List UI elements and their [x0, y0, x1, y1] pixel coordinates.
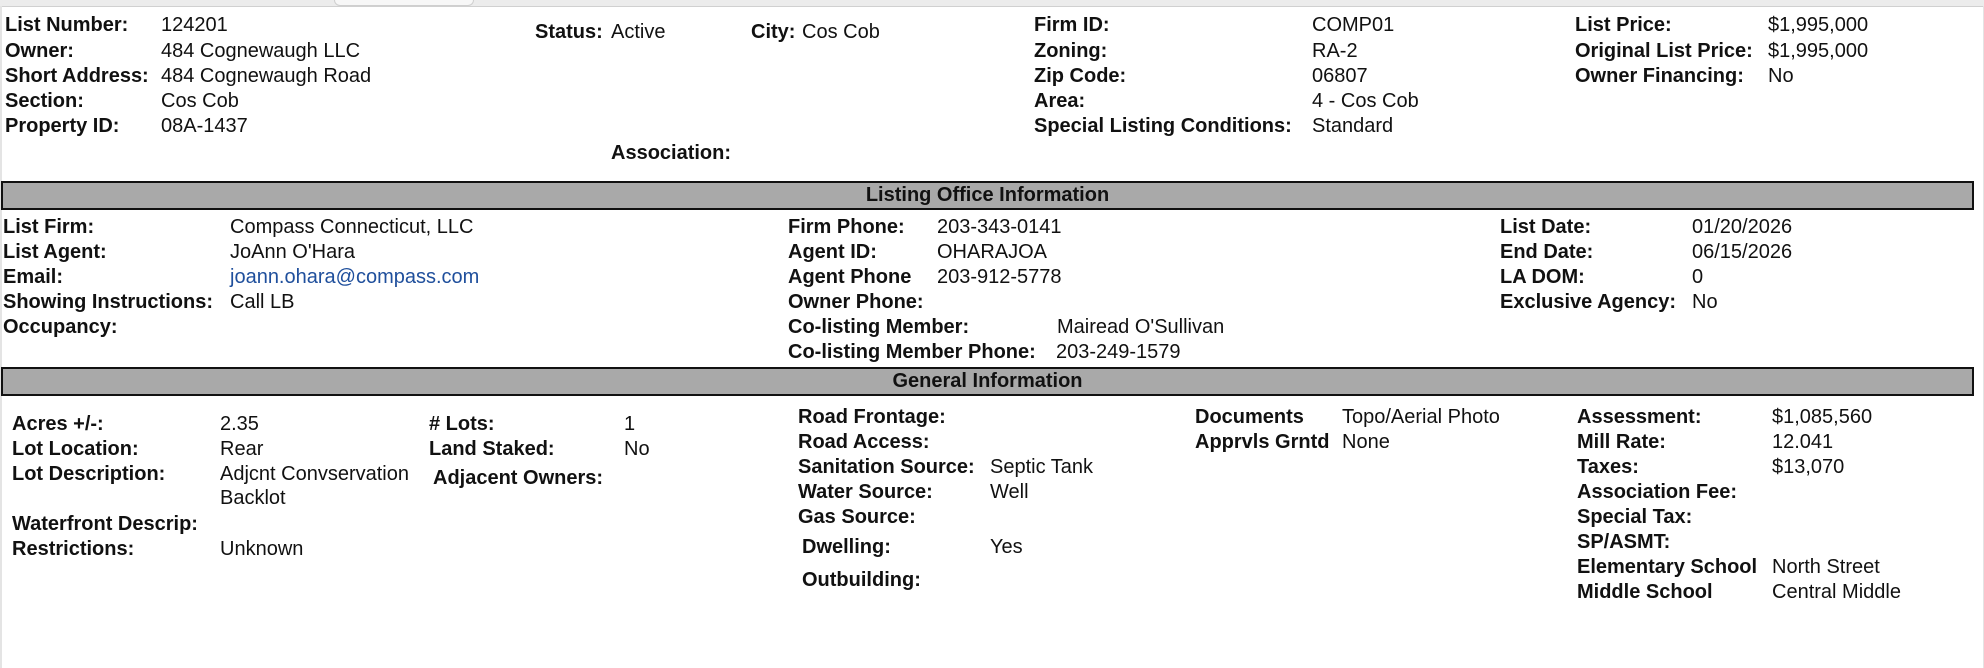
special-conditions-value: Standard: [1312, 115, 1394, 137]
restrictions-value: Unknown: [220, 538, 304, 560]
area-value: 4 - Cos Cob: [1312, 90, 1419, 112]
taxes-label: Taxes:: [1577, 456, 1639, 478]
occupancy-label: Occupancy:: [3, 316, 118, 338]
acres-label: Acres +/-:: [12, 413, 104, 435]
mill-rate-value: 12.041: [1772, 431, 1834, 453]
colisting-member-phone-label: Co-listing Member Phone:: [788, 341, 1036, 363]
lot-description-value-line2: Backlot: [220, 487, 286, 509]
list-number-value: 124201: [161, 14, 228, 36]
sp-asmt-label: SP/ASMT:: [1577, 531, 1671, 553]
section-value: Cos Cob: [161, 90, 239, 112]
end-date-value: 06/15/2026: [1692, 241, 1793, 263]
gas-source-label: Gas Source:: [798, 506, 916, 528]
firm-id-value: COMP01: [1312, 14, 1395, 36]
section-label: Section:: [5, 90, 84, 112]
lot-location-value: Rear: [220, 438, 264, 460]
documents-value: Topo/Aerial Photo: [1342, 406, 1500, 428]
browser-tab[interactable]: [334, 0, 474, 6]
approvals-granted-label: Apprvls Grntd: [1195, 431, 1330, 453]
firm-phone-label: Firm Phone:: [788, 216, 905, 238]
road-access-label: Road Access:: [798, 431, 930, 453]
num-lots-label: # Lots:: [429, 413, 495, 435]
owner-financing-value: No: [1768, 65, 1794, 87]
list-price-value: $1,995,000: [1768, 14, 1869, 36]
middle-school-label: Middle School: [1577, 581, 1713, 603]
list-price-label: List Price:: [1575, 14, 1672, 36]
status-label: Status:: [535, 21, 603, 43]
owner-label: Owner:: [5, 40, 74, 62]
road-frontage-label: Road Frontage:: [798, 406, 946, 428]
assessment-label: Assessment:: [1577, 406, 1702, 428]
adjacent-owners-label: Adjacent Owners:: [433, 467, 604, 489]
colisting-member-phone-value: 203-249-1579: [1056, 341, 1181, 363]
city-value: Cos Cob: [802, 21, 880, 43]
owner-value: 484 Cognewaugh LLC: [161, 40, 361, 62]
agent-phone-value: 203-912-5778: [937, 266, 1062, 288]
list-agent-label: List Agent:: [3, 241, 107, 263]
la-dom-value: 0: [1692, 266, 1704, 288]
agent-id-label: Agent ID:: [788, 241, 877, 263]
zoning-value: RA-2: [1312, 40, 1358, 62]
elementary-school-value: North Street: [1772, 556, 1880, 578]
list-date-label: List Date:: [1500, 216, 1592, 238]
zip-code-value: 06807: [1312, 65, 1368, 87]
sanitation-label: Sanitation Source:: [798, 456, 975, 478]
approvals-granted-value: None: [1342, 431, 1390, 453]
agent-id-value: OHARAJOA: [937, 241, 1048, 263]
email-label: Email:: [3, 266, 64, 288]
restrictions-label: Restrictions:: [12, 538, 135, 560]
property-id-value: 08A-1437: [161, 115, 248, 137]
status-value: Active: [611, 21, 666, 43]
water-source-value: Well: [990, 481, 1029, 503]
zoning-label: Zoning:: [1034, 40, 1108, 62]
list-date-value: 01/20/2026: [1692, 216, 1793, 238]
listing-office-header: Listing Office Information: [1, 181, 1974, 210]
zip-code-label: Zip Code:: [1034, 65, 1127, 87]
dwelling-label: Dwelling:: [802, 536, 891, 558]
owner-phone-label: Owner Phone:: [788, 291, 924, 313]
page-left-border: [0, 6, 2, 668]
lot-description-value-line1: Adjcnt Convservation: [220, 463, 409, 485]
middle-school-value: Central Middle: [1772, 581, 1901, 603]
sanitation-value: Septic Tank: [990, 456, 1094, 478]
exclusive-agency-value: No: [1692, 291, 1718, 313]
list-firm-label: List Firm:: [3, 216, 95, 238]
special-conditions-label: Special Listing Conditions:: [1034, 115, 1292, 137]
list-firm-value: Compass Connecticut, LLC: [230, 216, 474, 238]
list-number-label: List Number:: [5, 14, 129, 36]
lot-description-label: Lot Description:: [12, 463, 166, 485]
original-list-price-value: $1,995,000: [1768, 40, 1869, 62]
association-fee-label: Association Fee:: [1577, 481, 1738, 503]
land-staked-label: Land Staked:: [429, 438, 555, 460]
list-agent-value: JoAnn O'Hara: [230, 241, 355, 263]
area-label: Area:: [1034, 90, 1086, 112]
city-label: City:: [751, 21, 796, 43]
agent-phone-label: Agent Phone: [788, 266, 912, 288]
firm-id-label: Firm ID:: [1034, 14, 1110, 36]
outbuilding-label: Outbuilding:: [802, 569, 921, 591]
agent-email-link[interactable]: joann.ohara@compass.com: [230, 266, 480, 288]
documents-label: Documents: [1195, 406, 1304, 428]
land-staked-value: No: [624, 438, 650, 460]
elementary-school-label: Elementary School: [1577, 556, 1758, 578]
mill-rate-label: Mill Rate:: [1577, 431, 1666, 453]
property-id-label: Property ID:: [5, 115, 120, 137]
showing-instructions-label: Showing Instructions:: [3, 291, 213, 313]
browser-top-bar: [0, 0, 1984, 7]
assessment-value: $1,085,560: [1772, 406, 1873, 428]
waterfront-label: Waterfront Descrip:: [12, 513, 198, 535]
short-address-value: 484 Cognewaugh Road: [161, 65, 372, 87]
colisting-member-value: Mairead O'Sullivan: [1057, 316, 1225, 338]
colisting-member-label: Co-listing Member:: [788, 316, 970, 338]
association-label: Association:: [611, 142, 732, 164]
owner-financing-label: Owner Financing:: [1575, 65, 1744, 87]
end-date-label: End Date:: [1500, 241, 1594, 263]
la-dom-label: LA DOM:: [1500, 266, 1585, 288]
exclusive-agency-label: Exclusive Agency:: [1500, 291, 1677, 313]
firm-phone-value: 203-343-0141: [937, 216, 1062, 238]
special-tax-label: Special Tax:: [1577, 506, 1693, 528]
dwelling-value: Yes: [990, 536, 1023, 558]
original-list-price-label: Original List Price:: [1575, 40, 1753, 62]
acres-value: 2.35: [220, 413, 259, 435]
lot-location-label: Lot Location:: [12, 438, 139, 460]
general-info-header: General Information: [1, 367, 1974, 396]
short-address-label: Short Address:: [5, 65, 149, 87]
taxes-value: $13,070: [1772, 456, 1845, 478]
water-source-label: Water Source:: [798, 481, 933, 503]
showing-instructions-value: Call LB: [230, 291, 295, 313]
num-lots-value: 1: [624, 413, 636, 435]
